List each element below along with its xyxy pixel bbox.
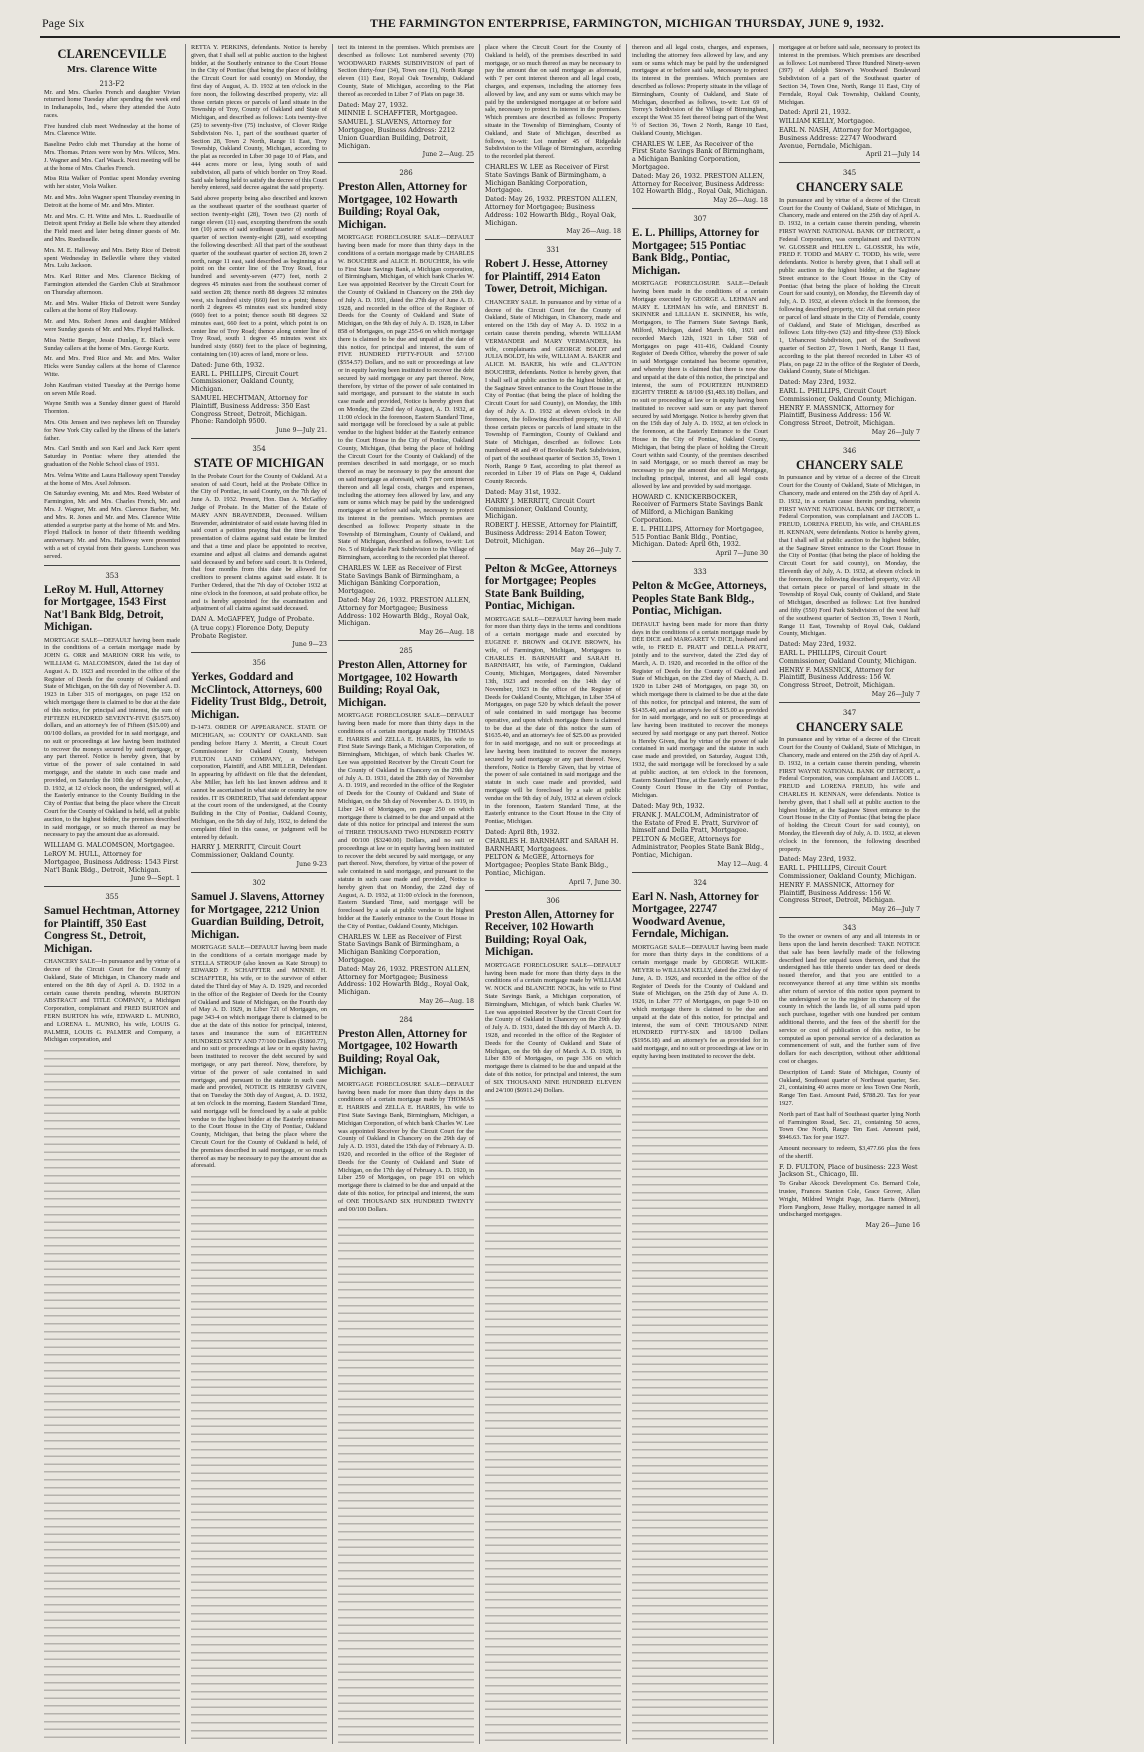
publication-dates: June 2—Aug. 25 [422,151,474,159]
notice-heading: Preston Allen, Attorney for Mortgagee, 102 Howarth Building; Royal Oak, Michigan. [338,181,467,231]
divider [779,702,920,703]
column-4 [481,44,627,1744]
notice-number: 353 [105,571,119,580]
notice-heading: Preston Allen, Attorney for Mortgagee, 102 Howarth Building; Royal Oak, Michigan. [338,1027,467,1078]
notice-signature: CHARLES W. LEE as Receiver of First State Savings Bank of Birmingham, a Michigan Banking Corporation, Mortgagee. [485,162,609,195]
notice-signature: HOWARD C. KNICKERBOCKER, Receiver of Farmers State Savings Bank of Milford, a Michigan Banking Corporation. [632,492,763,525]
divider [632,872,768,873]
masthead [40,10,1120,38]
notice-heading: Preston Allen, Attorney for Mortgagee, 102 Howarth Building; Royal Oak, Michigan. [338,659,467,709]
notice-signature: Dated: May 31st, 1932. [485,487,561,496]
notice-heading: Pelton & McGee, Attorneys, Peoples State Bank Bldg., Pontiac, Michigan. [632,580,767,618]
notice-body: Amount necessary to redeem, $3,477.66 plus the fees of the sheriff. [779,1144,920,1160]
publication-dates: May 26—July 7 [871,690,920,698]
notice-number: 355 [105,893,119,902]
publication-dates: April 7—June 30 [715,550,768,558]
notice-signature: HARRY J. MERRITT, Circuit Court Commissioner, Oakland County. [191,843,301,860]
notice-signature: EARL L. PHILLIPS, Circuit Court Commissioner, Oakland County, Michigan. [779,649,917,665]
notice-body: MORTGAGE FORECLOSURE SALE—Default having been made in the conditions of a certain Mortgage executed by GEORGE A. LEHMAN and MARY E. LEHMAN his wife, and ERNEST B. SKINNER and LILLIAN E. SKINNER, his wife, Mortgagors, to The Farmers State Savings Bank, Milford, Michigan, dated March 6th, 1921 and recorded March 12th, 1921 in Liber 568 of Mortgages on page 411-416, Oakland County Register of Deeds Office, whereby the power of sale in said Mortgage contained has become operative, and whereby there is claimed that there is now due and unpaid at the date of this notice, the principal and interest, the sum of FOURTEEN HUNDRED EIGHTY THREE & 18/100 ($1,483.18) Dollars, and no suit or proceeding at law or in equity having been instituted to recover said sum or any part thereof secured by said Mortgage. Notice is hereby given that on the 15th day of July A. D. 1932, at ten o'clock in the forenoon, at the Easterly Entrance to the Court House in the City of Pontiac, Oakland County, Michigan, that being the place of holding the Circuit Court within said County, of the premises described in said Mortgage, or so much thereof as may be necessary to pay the amount due on said Mortgage, including principal, interest, and all legal costs allowed by law and provided by said mortgage. [632,280,768,490]
notice-number: 331 [546,246,560,255]
notice-body: mortgagee at or before said sale, necessary to protect its interest in the premises. Which premises are described as follows: Lot numbered Three Hundred Ninety-seven (397) of Adolph Stowe's Woodward Boulevard Subdivision of a part of the Southeast quarter of Section 34, Town One, North, Range 11 East, City of Ferndale, Royal Oak Township, Oakland County, Michigan. [779,44,920,106]
notice-heading: Samuel Hechtman, Attorney for Plaintiff, 350 East Congress St., Detroit, Michigan. [44,905,180,955]
divider [485,890,621,891]
news-item: Mr. and Mrs. Charles French and daughter Vivian returned home Tuesday after spending the week end in Indianapolis, Ind., where they attended the Auto races. [44,88,180,119]
notice-signature: EARL L. PHILLIPS, Circuit Court Commissioner, Oakland County, Michigan. [779,386,917,403]
notice-signature: EARL N. NASH, Attorney for Mortgagee, Business Address: 22747 Woodward Avenue, Ferndale, Michigan. [779,125,912,150]
publication-dates: May 26—Aug. 18 [713,197,768,205]
byline: Mrs. Clarence Witte [67,63,157,74]
notice-body: tect its interest in the premises. Which premises are described as follows: Lot numbered seventy (70) WOODWARD FARMS SUBDIVISION of part of Section thirty-four (34), Town one (1), North Range eleven (11) East, Royal Oak Township, Oakland County, State of Michigan, according to the Plat thereof as recorded in Liber 7 of Plats on page 38. [338,44,474,98]
notice-body: CHANCERY SALE. In pursuance and by virtue of a decree of the Circuit Court for the County of Oakland, State of Michigan, in Chancery, made and entered on the 15th day of May A. D. 1932 in a certain cause therein pending, wherein WILLIAM VERMANDER and MARY VERMANDER, his wife, complainants and GEORGE BOLDT and JULIA BOLDT, his wife, WILLIAM A. BAKER and ALICE M. BAKER, his wife and CLAYTON BOUCHER, defendants. Notice is hereby given, that I shall sell at public auction to the highest bidder, at the Saginaw Street entrance to the Court House in the City of Pontiac (that being the place of holding the Circuit Court for said County), on Monday, the 18th day of July A. D. 1932 at eleven o'clock in the forenoon, the following described property, viz: All those certain pieces or parcels of land situate in the Township of Farmington, County of Oakland and State of Michigan, described as follows: Lots numbered 48 and 49 of Brookside Park Subdivision, of part of the southeast quarter of Section 35, Town 1 North, Range 9 East, according to plat thereof as recorded in Liber 19 of Plats on Page 4, Oakland County Records. [485,298,621,486]
notice-heading: Samuel J. Slavens, Attorney for Mortgagee, 2212 Union Guardian Building, Detroit, Michigan. [191,891,325,941]
notice-heading: CHANCERY SALE [795,457,904,472]
notice-number: 302 [252,879,266,888]
notice-body: To the owner or owners of any and all interests in or liens upon the land herein described: TAKE NOTICE that sale has been lawfully made of the following described land for unpaid taxes thereon, and that the undersigned has title thereto under tax deed or deeds issued therefor, and that you are entitled to a reconveyance thereof at any time within six months after return of service of this notice upon payment to the undersigned or to the register in chancery of the county in which the lands lie, of all sums paid upon such purchase, together with one hundred per centum additional thereto, and the fees of the sheriff for the service or cost of publication of this notice, to be computed as upon personal service of a declaration as commencement of suit, and the further sum of five dollars for each description, without other additional cost or charges. [779,933,920,1065]
news-item: Mr. and Mrs. Walter Hicks of Detroit were Sunday callers at the home of Roy Halloway. [44,299,180,315]
notice-signature: CHARLES H. BARNHART and SARAH H. BARNHART, Mortgagees. [485,836,619,853]
column-5 [628,44,774,1744]
publication-dates: June 9—23 [292,641,327,649]
column-3 [334,44,480,1744]
notice-heading: Preston Allen, Attorney for Receiver, 102 Howarth Building; Royal Oak, Michigan. [485,908,614,959]
publication-dates: May 26—Aug. 18 [419,997,474,1005]
notice-number: 347 [842,708,857,717]
divider [44,886,180,887]
notice-signature: PELTON & McGEE, Attorneys for Mortgagee; Peoples State Bank Bldg., Pontiac, Michigan. [485,853,609,878]
publication-dates: May 26—Aug. 18 [566,228,621,236]
publication-dates: April 21—July 14 [865,151,920,159]
notice-number: 343 [842,924,857,933]
divider [44,565,180,566]
news-item: Baseline Pedro club met Thursday at the home of Mrs. Thomas. Prizes were won by Mrs. Wilcox, Mrs. J. Wagner and Mrs. Carl Waack. Next meeting will be at the home of Mrs. Charles French. [44,141,180,172]
divider [485,558,621,559]
news-item: Wayne Smith was a Sunday dinner guest of Harold Thornton. [44,400,180,416]
notice-signature: Dated: May 23rd, 1932. [779,378,857,387]
notice-signature: Dated: May 26, 1932. PRESTON ALLEN, Attorney for Mortgagee; Business Address: 102 Howarth Bldg., Royal Oak, Michigan. [485,195,618,227]
notice-body: place where the Circuit Court for the County of Oakland is held), of the premises described in said mortgage, or so much thereof as may be necessary to pay the amount due on said mortgage as aforesaid, with 7 per cent interest thereon and all legal costs, charges, and expenses, including the attorney fees allowed by law, and any sum or sums which may be paid by the undersigned mortgagee at or before said sale, necessary to protect its interest in the premises. Which premises are described as follows: Property situate in the Township of Birmingham, County of Oakland, and State of Michigan, described as follows, to-wit: Lot number 45 of Ridgedale Subdivision to the Village of Birmingham, according to the recorded plat thereof. [485,44,621,161]
notice-number: 345 [842,169,857,178]
notice-heading: E. L. Phillips, Attorney for Mortgagee; 515 Pontiac Bank Bldg., Pontiac, Michigan. [632,227,759,277]
divider [779,917,920,918]
notice-body: MORTGAGE FORECLOSURE SALE—DEFAULT having been made for more than thirty days in the conditions of a certain mortgage made by THOMAS E. HARRIS and ZELLA E. HARRIS, his wife to First State Savings Bank, Birmingham, Michigan, a Michigan Corporation, of which bank Charles W. Lee was appointed Receiver by the Circuit Court for the County of Oakland in Chancery on the 29th day of July A. D. 1931, dated the 15th day of February A. D. 1920, and recorded in the office of the Register of Deeds for the County of Oakland and State of Michigan, on the 17th day of February A. D. 1920, in Liber 259 of Mortgages, on page 191 on which mortgage there is claimed to be due and unpaid at the date of this notice, for principal and interest, the sum of ONE THOUSAND SIX HUNDRED TWENTY and 00/100 Dollars. [338,1080,474,1213]
notice-signature: ROBERT J. HESSE, Attorney for Plaintiff, Business Address: 2914 Eaton Tower, Detroit, Michigan. [485,521,618,545]
notice-heading: Robert J. Hesse, Attorney for Plaintiff, 2914 Eaton Tower, Detroit, Michigan. [485,258,608,296]
notice-signature: LeROY M. HULL, Attorney for Mortgagee, Business Address: 1543 First Nat'l Bank Bldg., Detroit, Michigan. [44,850,179,874]
notice-signature: CHARLES W. LEE as Receiver of First State Savings Bank of Birmingham, a Michigan Banking Corporation, Mortgagee. [338,932,462,964]
notice-heading: Yerkes, Goddard and McClintock, Attorneys, 600 Fidelity Trust Bldg., Detroit, Michigan. [191,671,327,721]
notice-number: 324 [693,878,707,887]
notice-body: DEFAULT having been made for more than thirty days in the conditions of a certain mortgage made by DEE DICE and MARGARET V. DICE, husband and wife, to FRED E. PRATT and DELLA PRATT, jointly and to the survivor, dated the 23rd day of March, A. D. 1920, and recorded in the office of the Register of Deeds for the County of Oakland and State of Michigan, on the 23rd day of March, A. D. 1920 in Liber 248 of Mortgages, on page 30, on which mortgage there is claimed to be due at the date of this notice, for principal and interest, the sum of $1435.40, and an attorney's fee of $15.00 as provided for in said mortgage, and no suit or proceedings at law having been instituted to recover the moneys secured by said mortgage or any part thereof. Notice is Hereby Given, that by virtue of the power of sale contained in said mortgage and the statute in such case made and provided, on Saturday, August 13th, 1932, the said mortgage will be foreclosed by a sale at public auction, at ten o'clock in the forenoon, Eastern Standard Time, at the Easterly entrance to the County Court House in the City of Pontiac, Michigan. [632,620,768,800]
notice-signature: WILLIAM KELLY, Mortgagee. [779,117,875,126]
divider [338,1009,474,1010]
notice-signature: F. D. FULTON, Place of business: 223 West Jackson St., Chicago, Ill. [779,1162,918,1179]
notice-signature: Dated: May 26, 1932. PRESTON ALLEN, Attorney for Mortgagee; Business Address: 102 Howarth Bldg., Royal Oak, Michigan. [338,964,471,997]
news-item: John Kaufman visited Tuesday at the Perrigo home on seven Mile Road. [44,381,180,397]
notice-signature: PELTON & McGEE, Attorneys for Administrator, Peoples State Bank Bldg., Pontiac, Michigan. [632,835,765,859]
notice-number: 356 [252,659,266,668]
divider [191,652,327,653]
columns [40,44,1120,1744]
divider [191,438,327,439]
notice-signature: EARL L. PHILLIPS, Circuit Court Commissioner, Oakland County, Michigan. [779,864,917,881]
column-2 [187,44,333,1744]
notice-number: 354 [252,445,266,454]
notice-body: thereon and all legal costs, charges, and expenses, including the attorney fees allowed by law, and any sum or sums which may be paid by the undersigned mortgagee at or before said sale, necessary to protect its interest in the premises. Which premises are described as follows: Property situate in the village of Birmingham, County of Oakland, and State of Michigan, described as follows, to-wit: Lot 69 of Torrey's Subdivision of the Village of Birmingham, except the West 35 feet thereof being part of the West ½ of Section 36, Town 2 North, Range 10 East, Oakland County, Michigan. [632,44,768,137]
divider [338,162,474,163]
publication-dates: June 9-23 [296,861,327,869]
notice-number: 284 [399,1015,413,1024]
publication-dates: April 7, June 30. [568,878,621,886]
notice-signature: EARL L. PHILLIPS, Circuit Court Commissioner, Oakland County, Michigan. [191,369,299,394]
notice-signature: Dated: May 9th, 1932. [632,802,705,811]
publication-dates: May 26—July 7. [570,546,621,554]
divider [485,239,621,240]
notice-body: In pursuance and by virtue of a decree of the Circuit Court for the County of Oakland, State of Michigan, in Chancery, made and entered on the 25th day of April A. D. 1932, in a certain cause therein pending, wherein FIRST WAYNE NATIONAL BANK OF DETROIT, a Federal Corporation, was complainant and DAYTON W. GLOSSER and HELEN L. GLOSSER, his wife, FRED F. TODD and MARY C. TODD, his wife, were defendants. Notice is hereby given, that I shall sell at public auction to the highest bidder, at the Saginaw Street entrance to the Court House in the City of Pontiac (that being the place of holding the Circuit Court for said county), on Monday, the Eleventh day of July, A. D. 1932, at eleven o'clock in the forenoon, the following described property, viz: All that certain piece or parcel of land situate in the City of Ferndale, county of Oakland, and State of Michigan, described as follows: Lots fifty-two (52) and fifty-three (53) Block 1, Urbancrest Subdivision, part of the Southwest quarter of Section 27, Town 1 North, Range 11 East, according to the plat thereof recorded in Liber 43 of Plats, on page 22 in the office of the Register of Deeds, Oakland County, State of Michigan. [779,196,920,376]
notice-body: D-1473. ORDER OF APPEARANCE. STATE OF MICHIGAN, ss: COUNTY OF OAKLAND. Suit pending before Harry J. Merritt, a Circuit Court Commissioner for Oakland County, between FULTON LAND COMPANY, a Michigan corporation, Plaintiff, and ABE MILLER, Defendant. In appearing by affidavit on file that the defendant, Abe Miller, has left his last known address and it cannot be ascertained in what state or country he now resides. IT IS ORDERED, That said defendant appear at the court room of the undersigned, at the County Building in the City of Pontiac, Oakland County, Michigan, on the 5th day of July, 1932, to defend the complaint filed in this cause, or judgment will be entered by default. [191,724,327,841]
notice-signature: SAMUEL HECHTMAN, Attorney for Plaintiff, Business Address: 350 East Congress Street, Detroit, Michigan. Phone: Randolph 9500. [191,394,310,426]
notice-signature: CHARLES W. LEE, As Receiver of the First State Savings Bank of Birmingham, a Michigan Banking Corporation, Mortgagee. [632,139,765,171]
notice-heading: Pelton & McGee, Attorneys for Mortgagee; Peoples State Bank Building, Pontiac, Michigan. [485,562,617,613]
news-item: Miss Nettie Berger, Jessie Dunlap, E. Black were Sunday callers at the home of Mrs. George Kurtz. [44,336,180,352]
news-item: Mrs. Karl Ritter and Mrs. Clarence Bicking of Farmington attended the Garden Club at Strathmoor on Thursday afternoon. [44,273,180,296]
publication-dates: May 26—July 7 [871,428,920,436]
notice-signature: (A true copy.) Florence Doty, Deputy Probate Register. [191,623,309,640]
notice-body: MORTGAGE FORECLOSURE SALE—DEFAULT having been made for more than thirty days in the conditions of a certain mortgage made by THOMAS E. HARRIS and ZELLA E. HARRIS, his wife to First State Savings Bank, a Michigan Corporation, of Birmingham, Michigan, of which bank Charles W. Lee was appointed Receiver by the Circuit Court for the County of Oakland in Chancery on the 29th day of July A. D. 1931, dated the 28th day of November A. D. 1919, and recorded in the office of the Register of Deeds for the County of Oakland and State of Michigan, on the 5th day of November A. D. 1919, in Liber 241 of Mortgages, on page 250 on which mortgage there is claimed to be due and unpaid at the date of this notice for principal and interest the sum of THREE THOUSAND TWO HUNDRED FORTY and 00/100 ($3240.00) Dollars, and no suit or proceedings at law or in equity having been instituted to recover the debt secured by said mortgage, or any part thereof. Now, therefore, by virtue of the power of sale contained in said mortgage, and pursuant to the statute in such case made and provided, Notice is hereby given that on Monday, the 22nd day of August, A. D. 1932, at 11:00 o'clock in the forenoon, Eastern Standard Time, said mortgage will be foreclosed by a sale at public vendue to the highest bidder at the Easterly entrance to the Court House in the City of Pontiac, Oakland County, Michigan. [338,712,474,930]
divider [191,872,327,873]
notice-body: MORTGAGE FORECLOSURE SALE—DEFAULT having been made for more than thirty days in the conditions of a certain mortgage made by WILLIAM W. NOCK and BLANCHE NOCK, his wife to First State Savings Bank, a Michigan corporation, of Birmingham, Michigan, of which bank Charles W. Lee was appointed Receiver by the Circuit Court for the County of Oakland in Chancery on the 29th day of July A. D. 1931, dated the 8th day of March A. D. 1928, and recorded in the office of the Register of Deeds for the County of Oakland and State of Michigan, on the 9th day of March A. D. 1928, in Liber 839 of Mortgages, on page 336 on which mortgage there is claimed to be due and unpaid at the date of this notice, for principal and interest, the sum of SIX THOUSAND NINE HUNDRED ELEVEN and 24/100 ($6911.24) Dollars. [485,961,621,1094]
notice-body: In pursuance and by virtue of a decree of the Circuit Court for the County of Oakland, State of Michigan, in Chancery, made and entered on the 25th day of April A. D. 1932, in a certain cause therein pending, wherein FIRST WAYNE NATIONAL BANK OF DETROIT, a Federal Corporation, was complainant and JACOB L. FREUD and LORENA FREUD, his wife and CHARLES H. KENNAN, were defendants. Notice is hereby given, that I shall sell at public auction to the highest bidder, at the Saginaw Street entrance to the Court House in the City of Pontiac (that being the place of holding the Circuit Court for said county), on Monday, the Eleventh day of July, A. D. 1932, at eleven o'clock in the forenoon, the following described property. [779,736,921,853]
text-continuation [632,1064,768,1744]
notice-signature: Dated: May 27, 1932. [338,100,409,109]
publication-dates: May 26—June 16 [865,1222,920,1230]
notice-number: 333 [693,568,707,577]
news-item: Mr. and Mrs. Robert Jones and daughter Mildred were Sunday guests of Mr. and Mrs. Floyd Hallock. [44,318,180,334]
notice-body: MORTGAGE SALE—DEFAULT having been made in the conditions of a certain mortgage made by STELLA STROUP (also known as Kate Stroup) to EDWARD F. SCHAFFTER and MINNIE H. SCHAFFTER, his wife, or to the survivor of either dated the Third day of May A. D. 1929, and recorded in the office of the Register of Deeds for the County of Oakland and State of Michigan, on the Fourth day of May A. D. 1929, in Liber 721 of Mortgages, on page 343-4 on which mortgage there is claimed to be due at the date of this notice for principal, interest, taxes and insurance the sum of EIGHTEEN HUNDRED SIXTY AND 77/100 Dollars ($1860.77), and no suit or proceedings at law or in equity having been instituted to recover the debt secured by said mortgage, or any part thereof. Now, therefore, by virtue of the power of sale contained in said mortgage, and pursuant to the statute in such case made and provided, NOTICE IS HEREBY GIVEN, that on Tuesday the 30th day of August, A. D. 1932, at ten o'clock in the morning, Eastern Standard Time, said mortgage will be foreclosed by a sale at public vendue to the highest bidder at the Easterly entrance to the Court House in the City of Pontiac, Oakland County, Michigan, that being the place where the Circuit Court for the County of Oakland is held, of the premises described in said mortgage, or so much thereof as may be necessary to pay the amount due as aforesaid. [191,944,327,1170]
notice-body: In pursuance and by virtue of a decree of the Circuit Court for the County of Oakland, State of Michigan, in Chancery, made and entered on the 25th day of April A. D. 1932, in a certain cause therein pending, wherein FIRST WAYNE NATIONAL BANK OF DETROIT, a Federal Corporation, was complainant and JACOB L. FREUD, LORENA FREUD, his wife, and CHARLES H. KENNAN, were defendants. Notice is hereby given, that I shall sell at public auction to the highest bidder, at the Saginaw Street entrance to the Court House in the City of Pontiac (that being the place of holding the Circuit Court for said county), on Monday, the Eleventh day of July, A. D. 1932, at eleven o'clock in the forenoon, the following described property, viz: All that certain piece or parcel of land situate in the Township of Royal Oak, county of Oakland, and State of Michigan, described as follows: Lot five hundred and fifty (550) Ford Park Subdivision of the west half of the southwest quarter of Section 35, Town 1 North, Range 11 East, Township of Royal Oak, Oakland County, Michigan. [779,474,920,638]
notice-body: RETTA Y. PERKINS, defendants. Notice is hereby given, that I shall sell at public auction to the highest bidder, at the Southerly entrance to the Court House in the City of Pontiac (that being the place of holding the Circuit Court for said county) on Monday, the first day of August, A. D. 1932 at ten o'clock in the fore noon, the following described property, viz: all those certain pieces or parcels of land situate in the Township of Troy, County of Oakland and State of Michigan, and described as follows: Lots twenty-five (25) to seventy-five (75) inclusive, of Clover Ridge Subdivision No. 1, part of the southeast quarter of Section 28, Town 2 North, Range 11 East, Troy Township, Oakland County, Michigan, according to the plat as recorded in Liber 30 page 10 of Plats, and 444 acres more or less, lying south of said subdivision, all parts of which border on Troy Road. Said sale being held to satisfy the decree of this Court hereby entered, said decree against the said property. [191,44,327,192]
divider [632,208,768,209]
notice-body: MORTGAGE FORECLOSURE SALE—DEFAULT having been made for more than thirty days in the conditions of a certain mortgage made by CHARLES W. BOUCHER and ALICE H. BOUCHER, his wife to First State Savings Bank, a Michigan corporation, of Birmingham, Michigan, of which bank Charles W. Lee was appointed Receiver by the Circuit Court for the County of Oakland in Chancery on the 29th day of July A. D. 1931, dated the 27th day of June A. D. 1928, and recorded in the office of the Register of Deeds for the County of Oakland and State of Michigan, on the 9th day of July A. D. 1928, in Liber 858 of Mortgages, on page 255-6 on which mortgage there is claimed to be due and unpaid at the date of this notice, for principal and interest, the sum of FIVE HUNDRED FIFTY-FOUR and 57/100 ($554.57) Dollars, and no suit or proceedings at law or in equity having been instituted to recover the debt secured by said mortgage or any part thereof. Now, therefore, by virtue of the power of sale contained in said mortgage, and pursuant to the statute in such case made and provided, Notice is hereby given that on Monday, the 22nd day of August, A. D. 1932, at 11:00 o'clock in the forenoon, Eastern Standard Time, said mortgage will be foreclosed by a sale at public vendue to the highest bidder at the Easterly entrance to the Court House in the City of Pontiac, Oakland County, Michigan, (that being the place of holding the Circuit Court for the County of Oakland) of the premises described in said mortgage, or so much thereof as may be necessary to pay the amount due on said mortgage as aforesaid, with 7 per cent interest thereon and all legal costs, charges and expenses, including the attorney fees allowed by law, and any sum or sums which may be paid by the undersigned mortgagee at or before said sale, necessary to protect its interest in the premises. Which premises are described as follows: Property situate in the Township of Birmingham, County of Oakland, and State of Michigan, described as follows, to-wit: Lot No. 5 of Ridgedale Park Subdivision to the Village of Birmingham, according to the recorded plat thereof. [338,234,474,562]
notice-body: In the Probate Court for the County of Oakland. At a session of said Court, held at the Probate Office in the City of Pontiac, in said County, on the 7th day of June A. D. 1932. Present, Hon. Dan A. McGaffey Judge of Probate. In the Matter of the Estate of MARY ANN BRAVENDER, Deceased. William Bravender, administrator of said estate having filed in said court a petition praying that the time for the presentation of claims against said estate be limited and that a time and place be appointed to receive, examine and adjust all claims and demands against said deceased by and before said court. It is Ordered, that four months from this date be allowed for creditors to present claims against said estate. It is Further Ordered, that the 7th day of October 1932 at nine o'clock in the forenoon, at said probate office, be and is hereby appointed for the examination and adjustment of all claims against said deceased. [191,472,327,613]
section-heading: CLARENCEVILLE [57,47,167,61]
news-item: Mrs. Velma Witte and Laura Halloway spent Tuesday at the home of Mrs. Axel Johnson. [44,471,180,487]
notice-signature: WILLIAM G. MALCOMSON, Mortgagee. [44,841,175,850]
news-item: Mr. and Mrs. Fred Rice and Mr. and Mrs. Walter Hicks were Sunday callers at the home of Clarence Witte. [44,355,180,378]
notice-body: MORTGAGE SALE—DEFAULT having been made in the conditions of a certain mortgage made by JOHN G. ORR and MARION ORR his wife, to WILLIAM G. MALCOMSON, dated the 1st day of August A. D. 1923 and recorded in the office of the Register of Deeds for the county of Oakland and State of Michigan, on the 6th day of November A. D. 1923 in Liber 315 of mortgages, on page 152 on which mortgage there is claimed to be due at the date of this notice, for principal and interest, the sum of FIFTEEN HUNDRED SEVENTY-FIVE ($1575.00) dollars, and an attorney's fee of Fifteen ($15.00) and 00/100 dollars, as provided for in said mortgage, and no suit or proceedings at law having been instituted to recover the moneys secured by said mortgage, or any part thereof. Notice is hereby given, that by virtue of the power of sale contained in said mortgage, and the statute in such case made and provided, on Saturday the 10th day of September, A. D. 1932, at 12 o'clock noon, the undersigned, will at the Easterly entrance to the County Building in the City of Pontiac that being the place where the Circuit Court for the County of Oakland is held, sell at public auction, to the highest bidder, the premises described in said mortgage, or so much thereof as may be necessary to pay the amount due as aforesaid. [44,636,180,839]
divider [779,440,920,441]
news-item: On Saturday evening, Mr. and Mrs. Reed Webster of Farmington, Mr. and Mrs. Charles French, Mr. and Mrs. J. Wagner, Mr. and Mrs. Clarence Barber, Mr. and Mrs. R. Jones and Mr. and Mrs. Clarence Witte attended a surprise party at the home of Mr. and Mrs. Floyd Hallock in honor of their fifteenth wedding anniversary. Mr. and Mrs. Halloway were presented with a set of crystal from their guests. Luncheon was served. [44,490,180,560]
masthead-title: THE FARMINGTON ENTERPRISE, FARMINGTON, MICHIGAN THURSDAY, JUNE 9, 1932. [370,16,884,30]
notice-body: CHANCERY SALE—In pursuance and by virtue of a decree of the Circuit Court for the County of Oakland, State of Michigan, in Chancery made and entered on the 8th day of April A. D. 1932 in a certain cause therein pending, wherein BURTON ABSTRACT and TITLE COMPANY, a Michigan Corporation, complainant and FRED BURTON and FERN BURTON his wife, EDWARD L. MUNRO, and LORENA L. MUNRO, his wife, LOUIS G. PALMER, LOUIS G. PALMER and Company, a Michigan corporation, and [44,958,181,1044]
notice-signature: HENRY F. MASSNICK, Attorney for Plaintiff, Business Address: 156 W. Congress Street, Detroit, Michigan. [779,665,895,690]
notice-signature: HENRY F. MASSNICK, Attorney for Plaintiff, Business Address: 156 W. Congress Street, Detroit, Michigan. [779,880,895,905]
notice-body: To Grabar Akcock Development Co. Bernard Cole, trustee, Frances Stanton Cole, Grace Grover, Allan Wright, Mildred Wright Page, Jas. Harris (Minor), Florn Pangborn, Jesse Halley, mortgagee named in all undischarged mortgages. [779,1180,920,1219]
notice-signature: Dated: May 26, 1932. PRESTON ALLEN, Attorney for Mortgagee; Business Address: 102 Howarth Bldg., Royal Oak, Michigan. [338,596,471,628]
column-6 [775,44,925,1744]
notice-signature: Dated: May 23rd, 1932. [779,640,857,649]
notice-number: 306 [546,896,560,905]
notice-signature: Dated: April 21, 1932. [779,108,851,117]
notice-body: Said above property being also described and known as the southeast quarter of the southeast quarter of section twenty-eight (28), Town two (2) north of range eleven (11) east, excepting therefrom the south ten (10) acres of said southeast quarter of southeast quarter of section twenty-eight (28), said excepting the following described: All that part of the southeast quarter of the southeast quarter of section 28, town 2 north, range 11 east, said described as beginning at a point on the center line of the Troy Road, four hundred and seventy-seven (477) feet, north 2 degrees 45 minutes east from the southeast corner of said section 28; thence north 88 degrees 32 minutes west, six hundred sixty (660) feet to a point; thence north 2 degrees 45 minutes east six hundred sixty (660) feet to a point; thence south 88 degrees 32 minutes east, 660 feet to a point, which point is on center line of Troy Road; thence along center line of Troy Road, south 1 degree 45 minutes west six hundred sixty (660) feet to the place of beginning, containing ten (10) acres of land, more or less. [191,195,327,359]
notice-heading: LeRoy M. Hull, Attorney for Mortgagee, 1543 First Nat'l Bank Bldg, Detroit, Michigan. [44,583,167,634]
notice-signature: Dated: June 6th, 1932. [191,360,265,369]
notice-body: Description of Land: State of Michigan, County of Oakland, Southeast quarter of Northeast quarter, Sec. 21, containing 40 acres more or less Town One North, Range Ten East. Amount Paid, $788.20. Tax for year 1927. [779,1068,920,1107]
text-continuation [44,1047,180,1744]
notice-signature: HARRY J. MERRITT, Circuit Court Commissioner, Oakland County, Michigan. [485,496,595,521]
publication-dates: May 26—Aug. 18 [419,629,474,637]
notice-heading: Earl N. Nash, Attorney for Mortgagee, 22747 Woodward Avenue, Ferndale, Michigan. [632,890,759,941]
notice-heading: CHANCERY SALE [795,180,904,195]
notice-signature: Dated: April 8th, 1932. [485,828,560,837]
divider [632,561,768,562]
notice-signature: CHARLES W. LEE as Receiver of First State Savings Bank of Birmingham, a Michigan Banking Corporation, Mortgagee. [338,563,462,596]
notice-number: 307 [693,215,707,224]
publication-dates: May 26—July 7 [871,906,920,914]
page-number: Page Six [42,16,85,30]
text-continuation [191,1173,327,1744]
news-item: Mrs. Otis Jensen and two nephews left on Thursday for New York City called by the illness of the latter's father. [44,418,180,442]
divider [779,162,920,163]
news-item: Mrs. M. E. Halloway and Mrs. Betty Rice of Detroit spent Wednesday in Belleville where they visited Mrs. Lulu Jackson. [44,246,180,270]
notice-body: MORTGAGE SALE—DEFAULT having been made for more than thirty days in the conditions of a certain mortgage made by GEORGE WILKIE-MEYER to WILLIAM KELLY, dated the 23rd day of June, A. D. 1926, and recorded in the office of the Register of Deeds for the County of Oakland and State of Michigan, on the 25th day of June A. D. 1926, in Liber 777 of Mortgages, on page 9-10 on which mortgage there is claimed to be due and unpaid at the date of this notice, for principal and interest, the sum of ONE THOUSAND NINE HUNDRED FIFTY-SIX and 18/100 Dollars ($1956.18) and an attorney's fee as provided for in said mortgage, and no suit or proceedings at law or in equity having been instituted to recover the debt. [632,943,768,1060]
notice-signature: Dated: May 26, 1932. PRESTON ALLEN, Attorney for Receiver, Business Address: 102 Howarth Bldg., Royal Oak, Michigan. [632,171,768,196]
phone-number: 213-F2 [99,79,125,88]
news-item: Five hundred club meet Wednesday at the home of Mrs. Clarence Witte. [44,122,180,138]
notice-number: 285 [399,647,413,656]
notice-signature: FRANK J. MALCOLM, Administrator of the Estate of Fred E. Pratt, Survivor of himself and Della Pratt, Mortgagee. [632,810,759,835]
publication-dates: June 9—July 21. [276,427,327,435]
notice-signature: HENRY F. MASSNICK, Attorney for Plaintiff, Business Address: 156 W. Congress Street, Detroit, Michigan. [779,403,895,428]
notice-heading: STATE OF MICHIGAN [193,456,325,471]
news-item: Miss Rita Walker of Pontiac spent Monday evening with her sister, Viola Walker. [44,175,180,191]
notice-signature: SAMUEL J. SLAVENS, Attorney for Mortgagee, Business Address: 2212 Union Guardian Building, Detroit, Michigan. [338,118,455,150]
column-1 [40,44,186,1744]
text-continuation [338,1216,474,1744]
notice-number: 286 [399,169,413,178]
publication-dates: June 9—Sept. 1 [130,875,180,883]
text-continuation [485,1097,621,1744]
notice-heading: CHANCERY SALE [795,719,904,734]
news-item: Mr. and Mrs. C. H. Witte and Mrs. L. Ruedisuille of Detroit spent Friday at Belle Isle where they attended the Field meet and later being dinner guests of Mr. and Mrs. Ruedisuelle. [44,212,180,244]
divider [338,640,474,641]
notice-signature: MINNIE I. SCHAFFTER, Mortgagee. [338,109,458,118]
notice-signature: DAN A. McGAFFEY, Judge of Probate. [191,615,315,624]
notice-signature: Dated: May 23rd, 1932. [779,855,857,864]
news-item: Mr. and Mrs. John Wagner spent Thursday evening in Detroit at the home of Mr. and Mrs. Minter. [44,194,180,209]
notice-body: North part of East half of Southeast quarter lying North of Farmington Road, Sec. 21, containing 50 acres, Town One North, Range Ten East. Amount paid, $946.63. Tax for year 1927. [779,1110,920,1142]
notice-number: 346 [842,446,857,455]
publication-dates: May 12—Aug. 4 [717,860,768,868]
news-item: Mrs. Carl Smith and son Karl and Jack Kerr spent Saturday in Pontiac where they attended the graduation of the Noble School class of 1931. [44,445,180,468]
notice-body: MORTGAGE SALE—DEFAULT having been made for more than thirty days in the terms and conditions of a certain mortgage made and executed by EUGENE F. BROWN and OLIVE BROWN, his wife, of Farmington, Michigan, Mortgagors to CHARLES H. BARNHART and SARAH H. BARNHART, his wife, of Farmington, Oakland County, Michigan, Mortgagees, dated November 13th, 1923 and recorded on the 14th day of November, 1923 in the office of the Register of Deeds for Oakland County, Michigan, in Liber 354 of Mortgages, on page 520 by which default the power of sale contained in said mortgage has become operative, and upon which mortgage there is claimed to be due at the date of this notice the sum of $1635.40, and an attorney's fee of $25.00 as provided for in said mortgage, and no suit or proceedings at law having been instituted to recover the moneys secured by said mortgage or any part thereof. Now, therefore, Notice is Hereby Given, that by virtue of the power of sale contained in said mortgage and the statute in such case made and provided, said mortgage will be foreclosed by a sale at public vendue on the 9th day of July, 1932 at eleven o'clock in the forenoon, Eastern Standard Time, at the Easterly entrance to the Court House in the City of Pontiac, Michigan. [485,615,621,826]
notice-signature: E. L. PHILLIPS, Attorney for Mortgagee, 515 Pontiac Bank Bldg., Pontiac, Michigan. Dated: April 6th, 1932. [632,524,764,549]
